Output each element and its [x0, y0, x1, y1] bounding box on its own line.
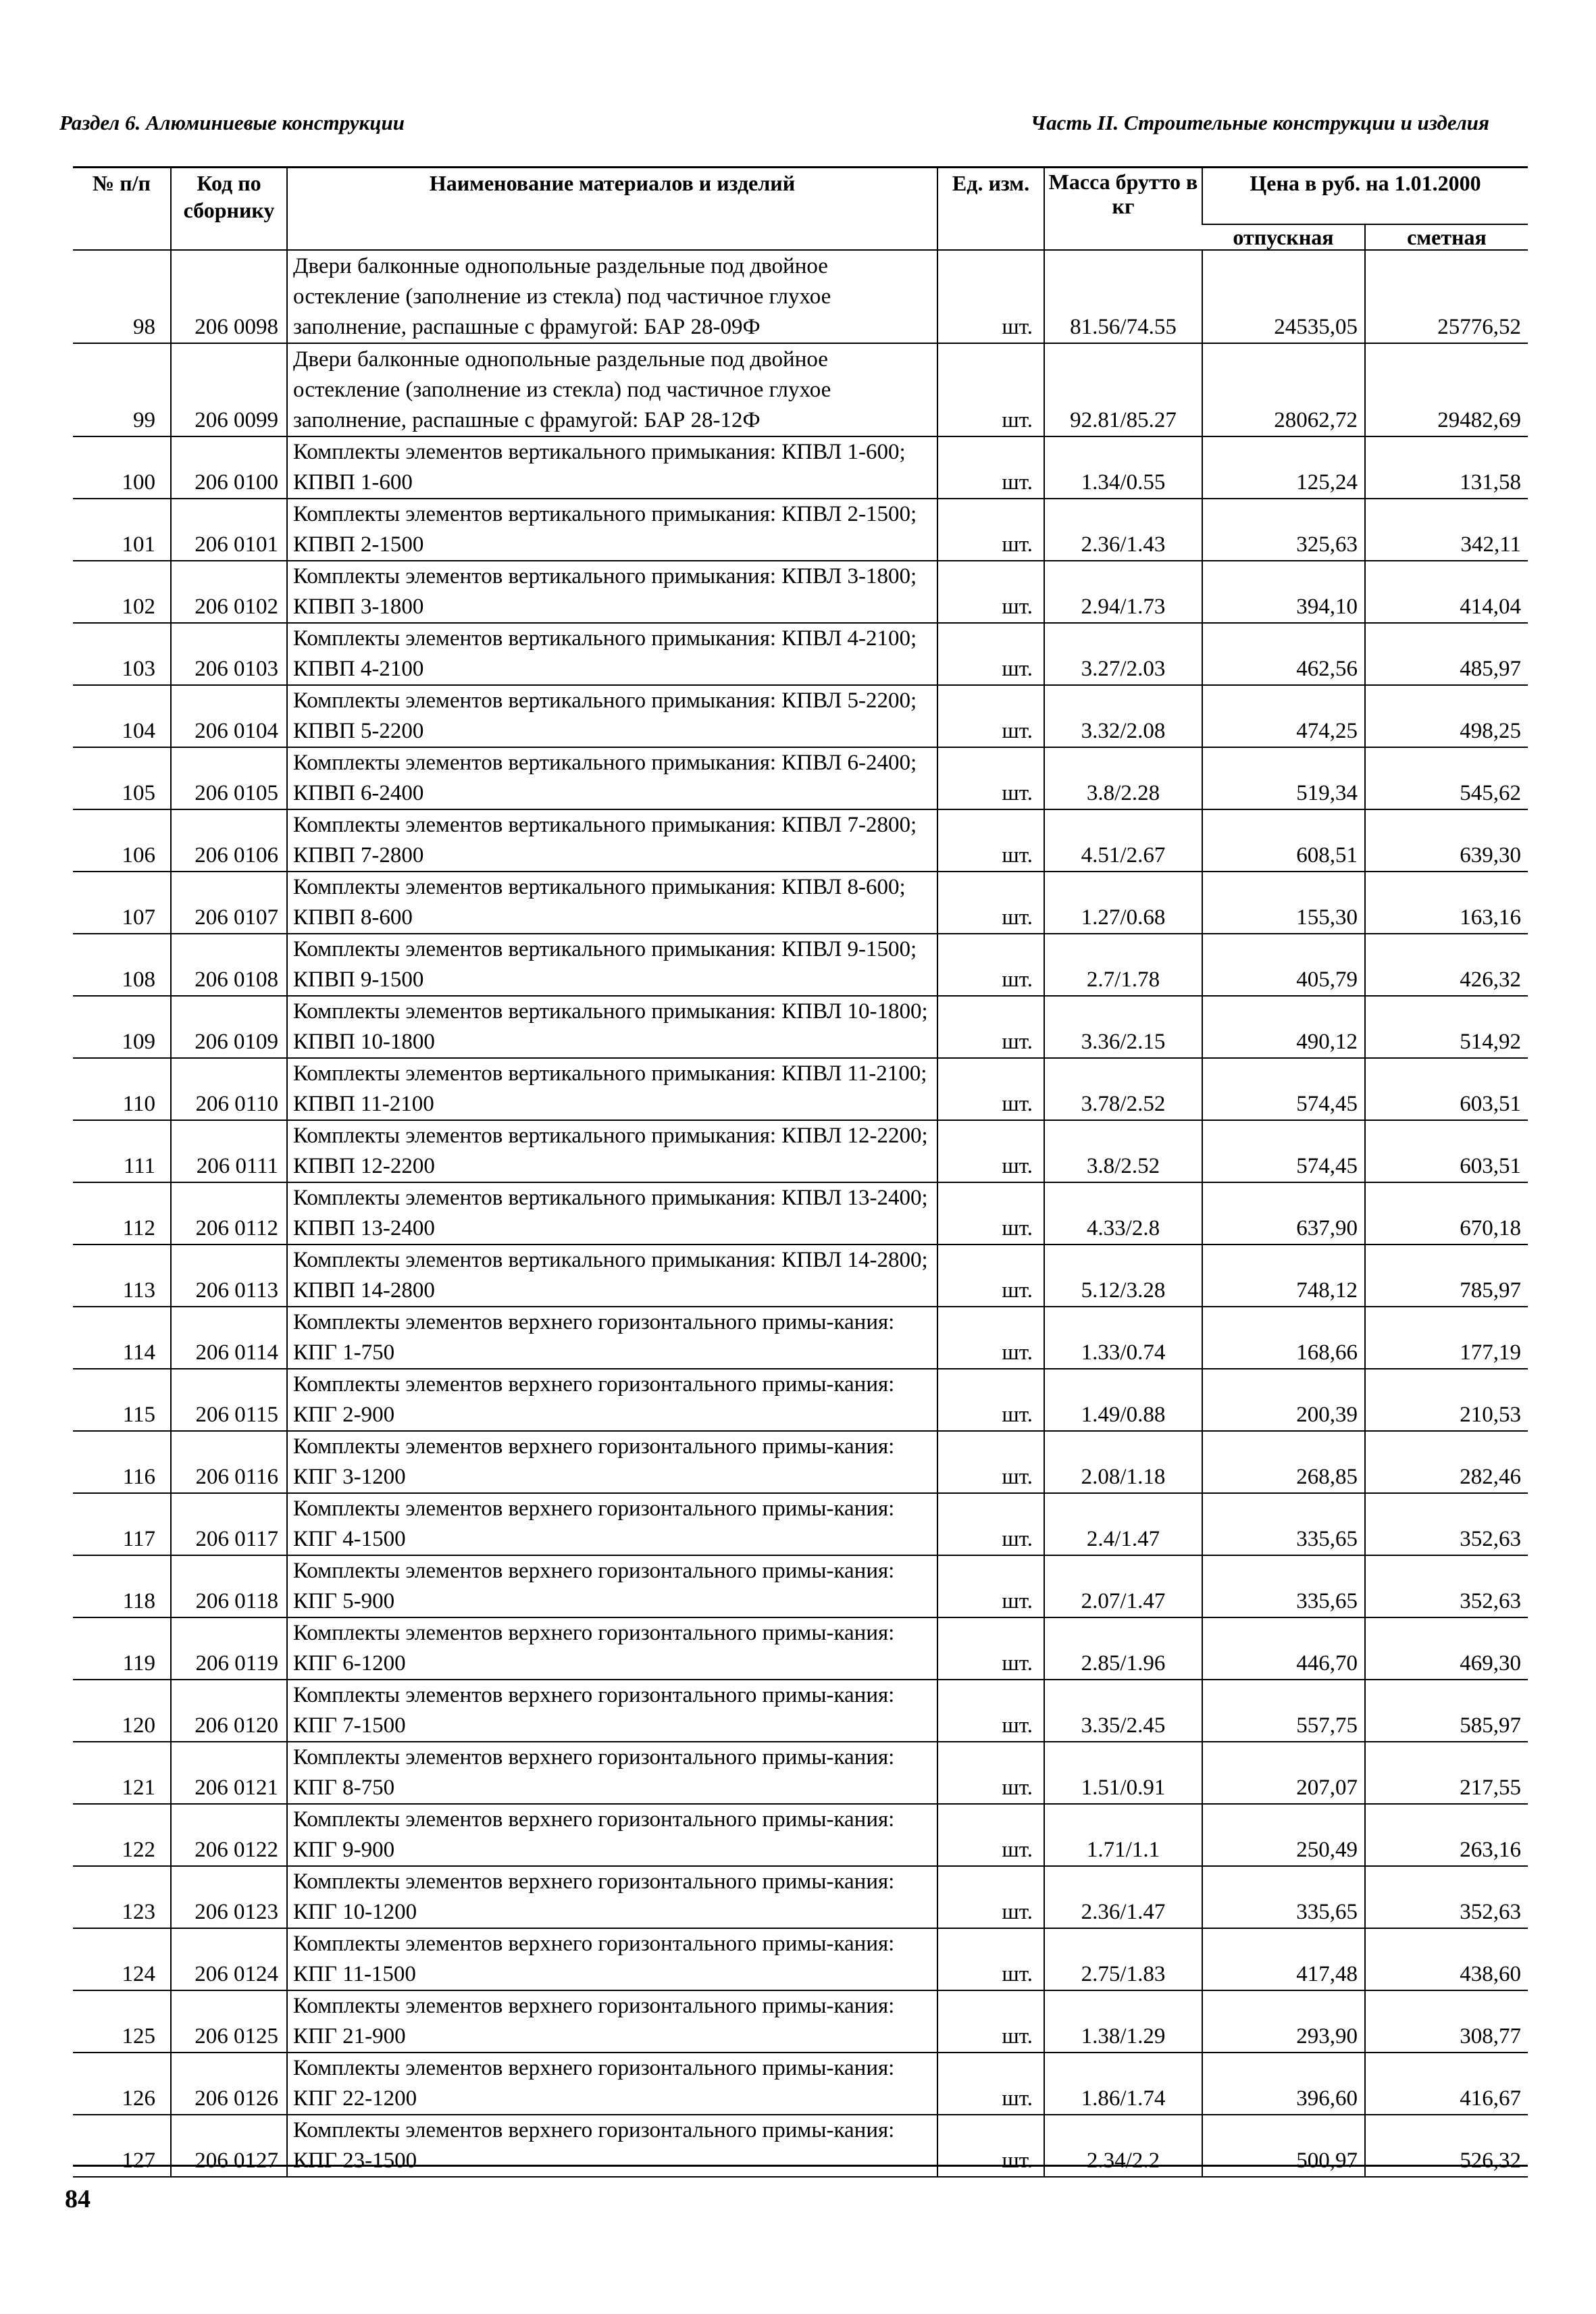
row-price-estimate: 639,30	[1365, 809, 1528, 872]
table-row	[73, 436, 1528, 499]
table-row	[73, 1120, 1528, 1182]
row-code: 206 0125	[171, 1990, 287, 2053]
row-number: 107	[73, 872, 171, 934]
row-price-release: 474,25	[1202, 685, 1365, 747]
row-number: 116	[73, 1431, 171, 1493]
row-number: 113	[73, 1244, 171, 1307]
row-price-release: 168,66	[1202, 1307, 1365, 1369]
row-price-release: 574,45	[1202, 1058, 1365, 1120]
row-number: 118	[73, 1555, 171, 1617]
row-mass: 1.51/0.91	[1044, 1742, 1202, 1804]
table-row	[73, 250, 1528, 343]
row-code: 206 0103	[171, 623, 287, 685]
row-name: Комплекты элементов вертикального примыкания: КПВЛ 10-1800; КПВП 10-1800	[287, 996, 937, 1058]
row-name: Комплекты элементов вертикального примыкания: КПВЛ 12-2200; КПВП 12-2200	[287, 1120, 937, 1182]
row-unit: шт.	[937, 934, 1044, 996]
row-unit: шт.	[937, 1182, 1044, 1244]
row-name: Двери балконные однопольные раздельные под двойное остекление (заполнение из стекла) под частичное глухое заполнение, распашные с фрамугой: БАР 28-09Ф	[287, 250, 937, 343]
row-unit: шт.	[937, 561, 1044, 623]
row-price-release: 293,90	[1202, 1990, 1365, 2053]
row-number: 114	[73, 1307, 171, 1369]
page-number: 84	[65, 2185, 91, 2213]
row-price-release: 519,34	[1202, 747, 1365, 809]
row-name: Комплекты элементов вертикального примыкания: КПВЛ 11-2100; КПВП 11-2100	[287, 1058, 937, 1120]
row-code: 206 0118	[171, 1555, 287, 1617]
row-number: 112	[73, 1182, 171, 1244]
row-price-release: 155,30	[1202, 872, 1365, 934]
row-number: 104	[73, 685, 171, 747]
row-name: Комплекты элементов вертикального примыкания: КПВЛ 4-2100; КПВП 4-2100	[287, 623, 937, 685]
row-price-release: 125,24	[1202, 436, 1365, 499]
row-code: 206 0105	[171, 747, 287, 809]
row-price-estimate: 352,63	[1365, 1555, 1528, 1617]
row-unit: шт.	[937, 1120, 1044, 1182]
table-row	[73, 1990, 1528, 2053]
row-code: 206 0099	[171, 343, 287, 436]
header-name: Наименование материалов и изделий	[287, 167, 937, 250]
price-table-container	[73, 167, 1528, 2178]
row-price-release: 28062,72	[1202, 343, 1365, 436]
table-header	[73, 167, 1528, 250]
row-unit: шт.	[937, 1866, 1044, 1928]
table-row	[73, 561, 1528, 623]
row-price-release: 446,70	[1202, 1617, 1365, 1680]
row-mass: 3.8/2.28	[1044, 747, 1202, 809]
row-mass: 4.33/2.8	[1044, 1182, 1202, 1244]
row-unit: шт.	[937, 1928, 1044, 1990]
row-unit: шт.	[937, 1369, 1044, 1431]
row-price-release: 24535,05	[1202, 250, 1365, 343]
row-price-release: 490,12	[1202, 996, 1365, 1058]
row-price-estimate: 263,16	[1365, 1804, 1528, 1866]
row-unit: шт.	[937, 1617, 1044, 1680]
table-bottom-rule	[73, 2165, 1528, 2167]
row-name: Комплекты элементов верхнего горизонтального примы-кания: КПГ 21-900	[287, 1990, 937, 2053]
row-name: Комплекты элементов верхнего горизонтального примы-кания: КПГ 9-900	[287, 1804, 937, 1866]
row-code: 206 0106	[171, 809, 287, 872]
table-row	[73, 2053, 1528, 2115]
row-price-estimate: 416,67	[1365, 2053, 1528, 2115]
row-code: 206 0114	[171, 1307, 287, 1369]
row-code: 206 0100	[171, 436, 287, 499]
row-name: Комплекты элементов верхнего горизонтального примы-кания: КПГ 8-750	[287, 1742, 937, 1804]
row-price-estimate: 352,63	[1365, 1866, 1528, 1928]
row-number: 124	[73, 1928, 171, 1990]
row-code: 206 0104	[171, 685, 287, 747]
row-mass: 1.38/1.29	[1044, 1990, 1202, 2053]
table-row	[73, 1182, 1528, 1244]
row-price-release: 500,97	[1202, 2115, 1365, 2177]
row-unit: шт.	[937, 1307, 1044, 1369]
row-unit: шт.	[937, 1804, 1044, 1866]
row-mass: 3.27/2.03	[1044, 623, 1202, 685]
row-unit: шт.	[937, 499, 1044, 561]
row-price-estimate: 177,19	[1365, 1307, 1528, 1369]
row-name: Комплекты элементов вертикального примыкания: КПВЛ 7-2800; КПВП 7-2800	[287, 809, 937, 872]
row-name: Комплекты элементов вертикального примыкания: КПВЛ 3-1800; КПВП 3-1800	[287, 561, 937, 623]
row-number: 102	[73, 561, 171, 623]
row-name: Комплекты элементов вертикального примыкания: КПВЛ 8-600; КПВП 8-600	[287, 872, 937, 934]
row-code: 206 0111	[171, 1120, 287, 1182]
row-name: Комплекты элементов верхнего горизонтального примы-кания: КПГ 7-1500	[287, 1680, 937, 1742]
row-price-release: 405,79	[1202, 934, 1365, 996]
row-price-estimate: 498,25	[1365, 685, 1528, 747]
row-mass: 1.33/0.74	[1044, 1307, 1202, 1369]
row-mass: 1.49/0.88	[1044, 1369, 1202, 1431]
table-row	[73, 2115, 1528, 2177]
row-mass: 2.07/1.47	[1044, 1555, 1202, 1617]
header-code: Код по сборнику	[171, 167, 287, 250]
row-number: 99	[73, 343, 171, 436]
row-mass: 2.4/1.47	[1044, 1493, 1202, 1555]
row-code: 206 0110	[171, 1058, 287, 1120]
header-price-group: Цена в руб. на 1.01.2000	[1202, 167, 1528, 224]
row-price-estimate: 469,30	[1365, 1617, 1528, 1680]
table-row	[73, 934, 1528, 996]
row-code: 206 0120	[171, 1680, 287, 1742]
row-unit: шт.	[937, 250, 1044, 343]
table-body	[73, 250, 1528, 2177]
row-number: 103	[73, 623, 171, 685]
row-unit: шт.	[937, 872, 1044, 934]
row-code: 206 0112	[171, 1182, 287, 1244]
row-mass: 3.78/2.52	[1044, 1058, 1202, 1120]
table-row	[73, 1307, 1528, 1369]
row-price-estimate: 210,53	[1365, 1369, 1528, 1431]
row-number: 127	[73, 2115, 171, 2177]
row-price-release: 396,60	[1202, 2053, 1365, 2115]
row-unit: шт.	[937, 809, 1044, 872]
row-mass: 2.34/2.2	[1044, 2115, 1202, 2177]
row-mass: 2.75/1.83	[1044, 1928, 1202, 1990]
row-mass: 1.71/1.1	[1044, 1804, 1202, 1866]
row-price-estimate: 603,51	[1365, 1058, 1528, 1120]
row-code: 206 0109	[171, 996, 287, 1058]
row-mass: 2.36/1.43	[1044, 499, 1202, 561]
row-unit: шт.	[937, 2115, 1044, 2177]
row-price-release: 462,56	[1202, 623, 1365, 685]
row-unit: шт.	[937, 1244, 1044, 1307]
row-price-estimate: 426,32	[1365, 934, 1528, 996]
table-row	[73, 1680, 1528, 1742]
row-number: 105	[73, 747, 171, 809]
row-name: Комплекты элементов верхнего горизонтального примы-кания: КПГ 22-1200	[287, 2053, 937, 2115]
table-row	[73, 1369, 1528, 1431]
header-mass: Масса брутто в кг	[1044, 167, 1202, 250]
row-name: Комплекты элементов верхнего горизонтального примы-кания: КПГ 3-1200	[287, 1431, 937, 1493]
table-row	[73, 1555, 1528, 1617]
row-price-release: 207,07	[1202, 1742, 1365, 1804]
row-price-estimate: 163,16	[1365, 872, 1528, 934]
row-price-estimate: 29482,69	[1365, 343, 1528, 436]
row-unit: шт.	[937, 996, 1044, 1058]
table-row	[73, 809, 1528, 872]
row-number: 109	[73, 996, 171, 1058]
row-price-estimate: 670,18	[1365, 1182, 1528, 1244]
table-row	[73, 343, 1528, 436]
row-price-estimate: 603,51	[1365, 1120, 1528, 1182]
row-code: 206 0115	[171, 1369, 287, 1431]
table-row	[73, 872, 1528, 934]
table-row	[73, 996, 1528, 1058]
row-unit: шт.	[937, 436, 1044, 499]
row-mass: 3.36/2.15	[1044, 996, 1202, 1058]
header-unit: Ед. изм.	[937, 167, 1044, 250]
row-name: Комплекты элементов вертикального примыкания: КПВЛ 13-2400; КПВП 13-2400	[287, 1182, 937, 1244]
row-code: 206 0107	[171, 872, 287, 934]
row-mass: 3.32/2.08	[1044, 685, 1202, 747]
row-code: 206 0101	[171, 499, 287, 561]
row-number: 126	[73, 2053, 171, 2115]
row-price-release: 268,85	[1202, 1431, 1365, 1493]
row-number: 101	[73, 499, 171, 561]
row-price-estimate: 414,04	[1365, 561, 1528, 623]
row-code: 206 0123	[171, 1866, 287, 1928]
row-mass: 2.85/1.96	[1044, 1617, 1202, 1680]
row-code: 206 0122	[171, 1804, 287, 1866]
running-head-section: Раздел 6. Алюминиевые конструкции	[59, 111, 405, 134]
table-row	[73, 1617, 1528, 1680]
row-number: 100	[73, 436, 171, 499]
header-number: № п/п	[73, 167, 171, 250]
row-unit: шт.	[937, 2053, 1044, 2115]
row-price-release: 417,48	[1202, 1928, 1365, 1990]
row-unit: шт.	[937, 747, 1044, 809]
row-code: 206 0119	[171, 1617, 287, 1680]
row-price-estimate: 785,97	[1365, 1244, 1528, 1307]
row-price-release: 557,75	[1202, 1680, 1365, 1742]
row-price-estimate: 438,60	[1365, 1928, 1528, 1990]
row-number: 117	[73, 1493, 171, 1555]
row-unit: шт.	[937, 1058, 1044, 1120]
row-mass: 1.86/1.74	[1044, 2053, 1202, 2115]
row-price-estimate: 352,63	[1365, 1493, 1528, 1555]
row-mass: 2.08/1.18	[1044, 1431, 1202, 1493]
row-code: 206 0108	[171, 934, 287, 996]
row-price-estimate: 282,46	[1365, 1431, 1528, 1493]
row-number: 122	[73, 1804, 171, 1866]
row-number: 108	[73, 934, 171, 996]
row-price-estimate: 131,58	[1365, 436, 1528, 499]
row-unit: шт.	[937, 343, 1044, 436]
row-mass: 1.34/0.55	[1044, 436, 1202, 499]
row-mass: 2.94/1.73	[1044, 561, 1202, 623]
row-price-release: 325,63	[1202, 499, 1365, 561]
row-price-estimate: 514,92	[1365, 996, 1528, 1058]
row-unit: шт.	[937, 1493, 1044, 1555]
row-code: 206 0126	[171, 2053, 287, 2115]
row-price-release: 574,45	[1202, 1120, 1365, 1182]
table-row	[73, 1866, 1528, 1928]
row-mass: 1.27/0.68	[1044, 872, 1202, 934]
row-name: Комплекты элементов верхнего горизонтального примы-кания: КПГ 1-750	[287, 1307, 937, 1369]
price-table	[73, 167, 1528, 2178]
row-unit: шт.	[937, 1431, 1044, 1493]
row-name: Комплекты элементов верхнего горизонтального примы-кания: КПГ 10-1200	[287, 1866, 937, 1928]
row-name: Комплекты элементов вертикального примыкания: КПВЛ 5-2200; КПВП 5-2200	[287, 685, 937, 747]
row-mass: 4.51/2.67	[1044, 809, 1202, 872]
row-price-release: 200,39	[1202, 1369, 1365, 1431]
table-row	[73, 747, 1528, 809]
row-name: Комплекты элементов вертикального примыкания: КПВЛ 6-2400; КПВП 6-2400	[287, 747, 937, 809]
row-code: 206 0121	[171, 1742, 287, 1804]
row-price-release: 748,12	[1202, 1244, 1365, 1307]
table-row	[73, 499, 1528, 561]
row-unit: шт.	[937, 1990, 1044, 2053]
row-price-estimate: 342,11	[1365, 499, 1528, 561]
table-row	[73, 1431, 1528, 1493]
row-mass: 81.56/74.55	[1044, 250, 1202, 343]
row-number: 111	[73, 1120, 171, 1182]
row-price-estimate: 526,32	[1365, 2115, 1528, 2177]
table-row	[73, 1493, 1528, 1555]
row-number: 119	[73, 1617, 171, 1680]
table-row	[73, 685, 1528, 747]
row-code: 206 0102	[171, 561, 287, 623]
row-code: 206 0117	[171, 1493, 287, 1555]
row-name: Комплекты элементов вертикального примыкания: КПВЛ 2-1500; КПВП 2-1500	[287, 499, 937, 561]
row-number: 123	[73, 1866, 171, 1928]
row-price-release: 637,90	[1202, 1182, 1365, 1244]
row-unit: шт.	[937, 1680, 1044, 1742]
row-price-estimate: 308,77	[1365, 1990, 1528, 2053]
row-mass: 3.35/2.45	[1044, 1680, 1202, 1742]
row-mass: 5.12/3.28	[1044, 1244, 1202, 1307]
row-name: Комплекты элементов верхнего горизонтального примы-кания: КПГ 6-1200	[287, 1617, 937, 1680]
table-row	[73, 1928, 1528, 1990]
row-price-release: 608,51	[1202, 809, 1365, 872]
row-unit: шт.	[937, 623, 1044, 685]
row-code: 206 0113	[171, 1244, 287, 1307]
row-code: 206 0116	[171, 1431, 287, 1493]
row-number: 98	[73, 250, 171, 343]
row-name: Комплекты элементов вертикального примыкания: КПВЛ 14-2800; КПВП 14-2800	[287, 1244, 937, 1307]
row-price-estimate: 485,97	[1365, 623, 1528, 685]
row-price-release: 250,49	[1202, 1804, 1365, 1866]
running-head-part: Часть II. Строительные конструкции и изделия	[1030, 111, 1489, 134]
header-price-release: отпускная	[1202, 224, 1365, 250]
row-name: Комплекты элементов верхнего горизонтального примы-кания: КПГ 11-1500	[287, 1928, 937, 1990]
row-code: 206 0124	[171, 1928, 287, 1990]
row-name: Комплекты элементов вертикального примыкания: КПВЛ 9-1500; КПВП 9-1500	[287, 934, 937, 996]
table-row	[73, 1244, 1528, 1307]
header-price-estimate: сметная	[1365, 224, 1528, 250]
row-number: 115	[73, 1369, 171, 1431]
row-price-estimate: 25776,52	[1365, 250, 1528, 343]
row-number: 120	[73, 1680, 171, 1742]
row-code: 206 0127	[171, 2115, 287, 2177]
row-price-release: 335,65	[1202, 1555, 1365, 1617]
row-unit: шт.	[937, 1742, 1044, 1804]
table-row	[73, 623, 1528, 685]
row-mass: 92.81/85.27	[1044, 343, 1202, 436]
row-name: Двери балконные однопольные раздельные под двойное остекление (заполнение из стекла) под частичное глухое заполнение, распашные с фрамугой: БАР 28-12Ф	[287, 343, 937, 436]
row-price-release: 394,10	[1202, 561, 1365, 623]
row-unit: шт.	[937, 1555, 1044, 1617]
row-mass: 2.7/1.78	[1044, 934, 1202, 996]
table-row	[73, 1742, 1528, 1804]
row-price-release: 335,65	[1202, 1493, 1365, 1555]
row-number: 110	[73, 1058, 171, 1120]
row-number: 106	[73, 809, 171, 872]
row-name: Комплекты элементов верхнего горизонтального примы-кания: КПГ 5-900	[287, 1555, 937, 1617]
row-name: Комплекты элементов вертикального примыкания: КПВЛ 1-600; КПВП 1-600	[287, 436, 937, 499]
row-price-release: 335,65	[1202, 1866, 1365, 1928]
row-number: 121	[73, 1742, 171, 1804]
row-code: 206 0098	[171, 250, 287, 343]
table-row	[73, 1058, 1528, 1120]
table-row	[73, 1804, 1528, 1866]
row-mass: 2.36/1.47	[1044, 1866, 1202, 1928]
row-price-estimate: 545,62	[1365, 747, 1528, 809]
row-name: Комплекты элементов верхнего горизонтального примы-кания: КПГ 23-1500	[287, 2115, 937, 2177]
row-unit: шт.	[937, 685, 1044, 747]
row-mass: 3.8/2.52	[1044, 1120, 1202, 1182]
row-name: Комплекты элементов верхнего горизонтального примы-кания: КПГ 2-900	[287, 1369, 937, 1431]
row-name: Комплекты элементов верхнего горизонтального примы-кания: КПГ 4-1500	[287, 1493, 937, 1555]
row-price-estimate: 217,55	[1365, 1742, 1528, 1804]
row-number: 125	[73, 1990, 171, 2053]
row-price-estimate: 585,97	[1365, 1680, 1528, 1742]
